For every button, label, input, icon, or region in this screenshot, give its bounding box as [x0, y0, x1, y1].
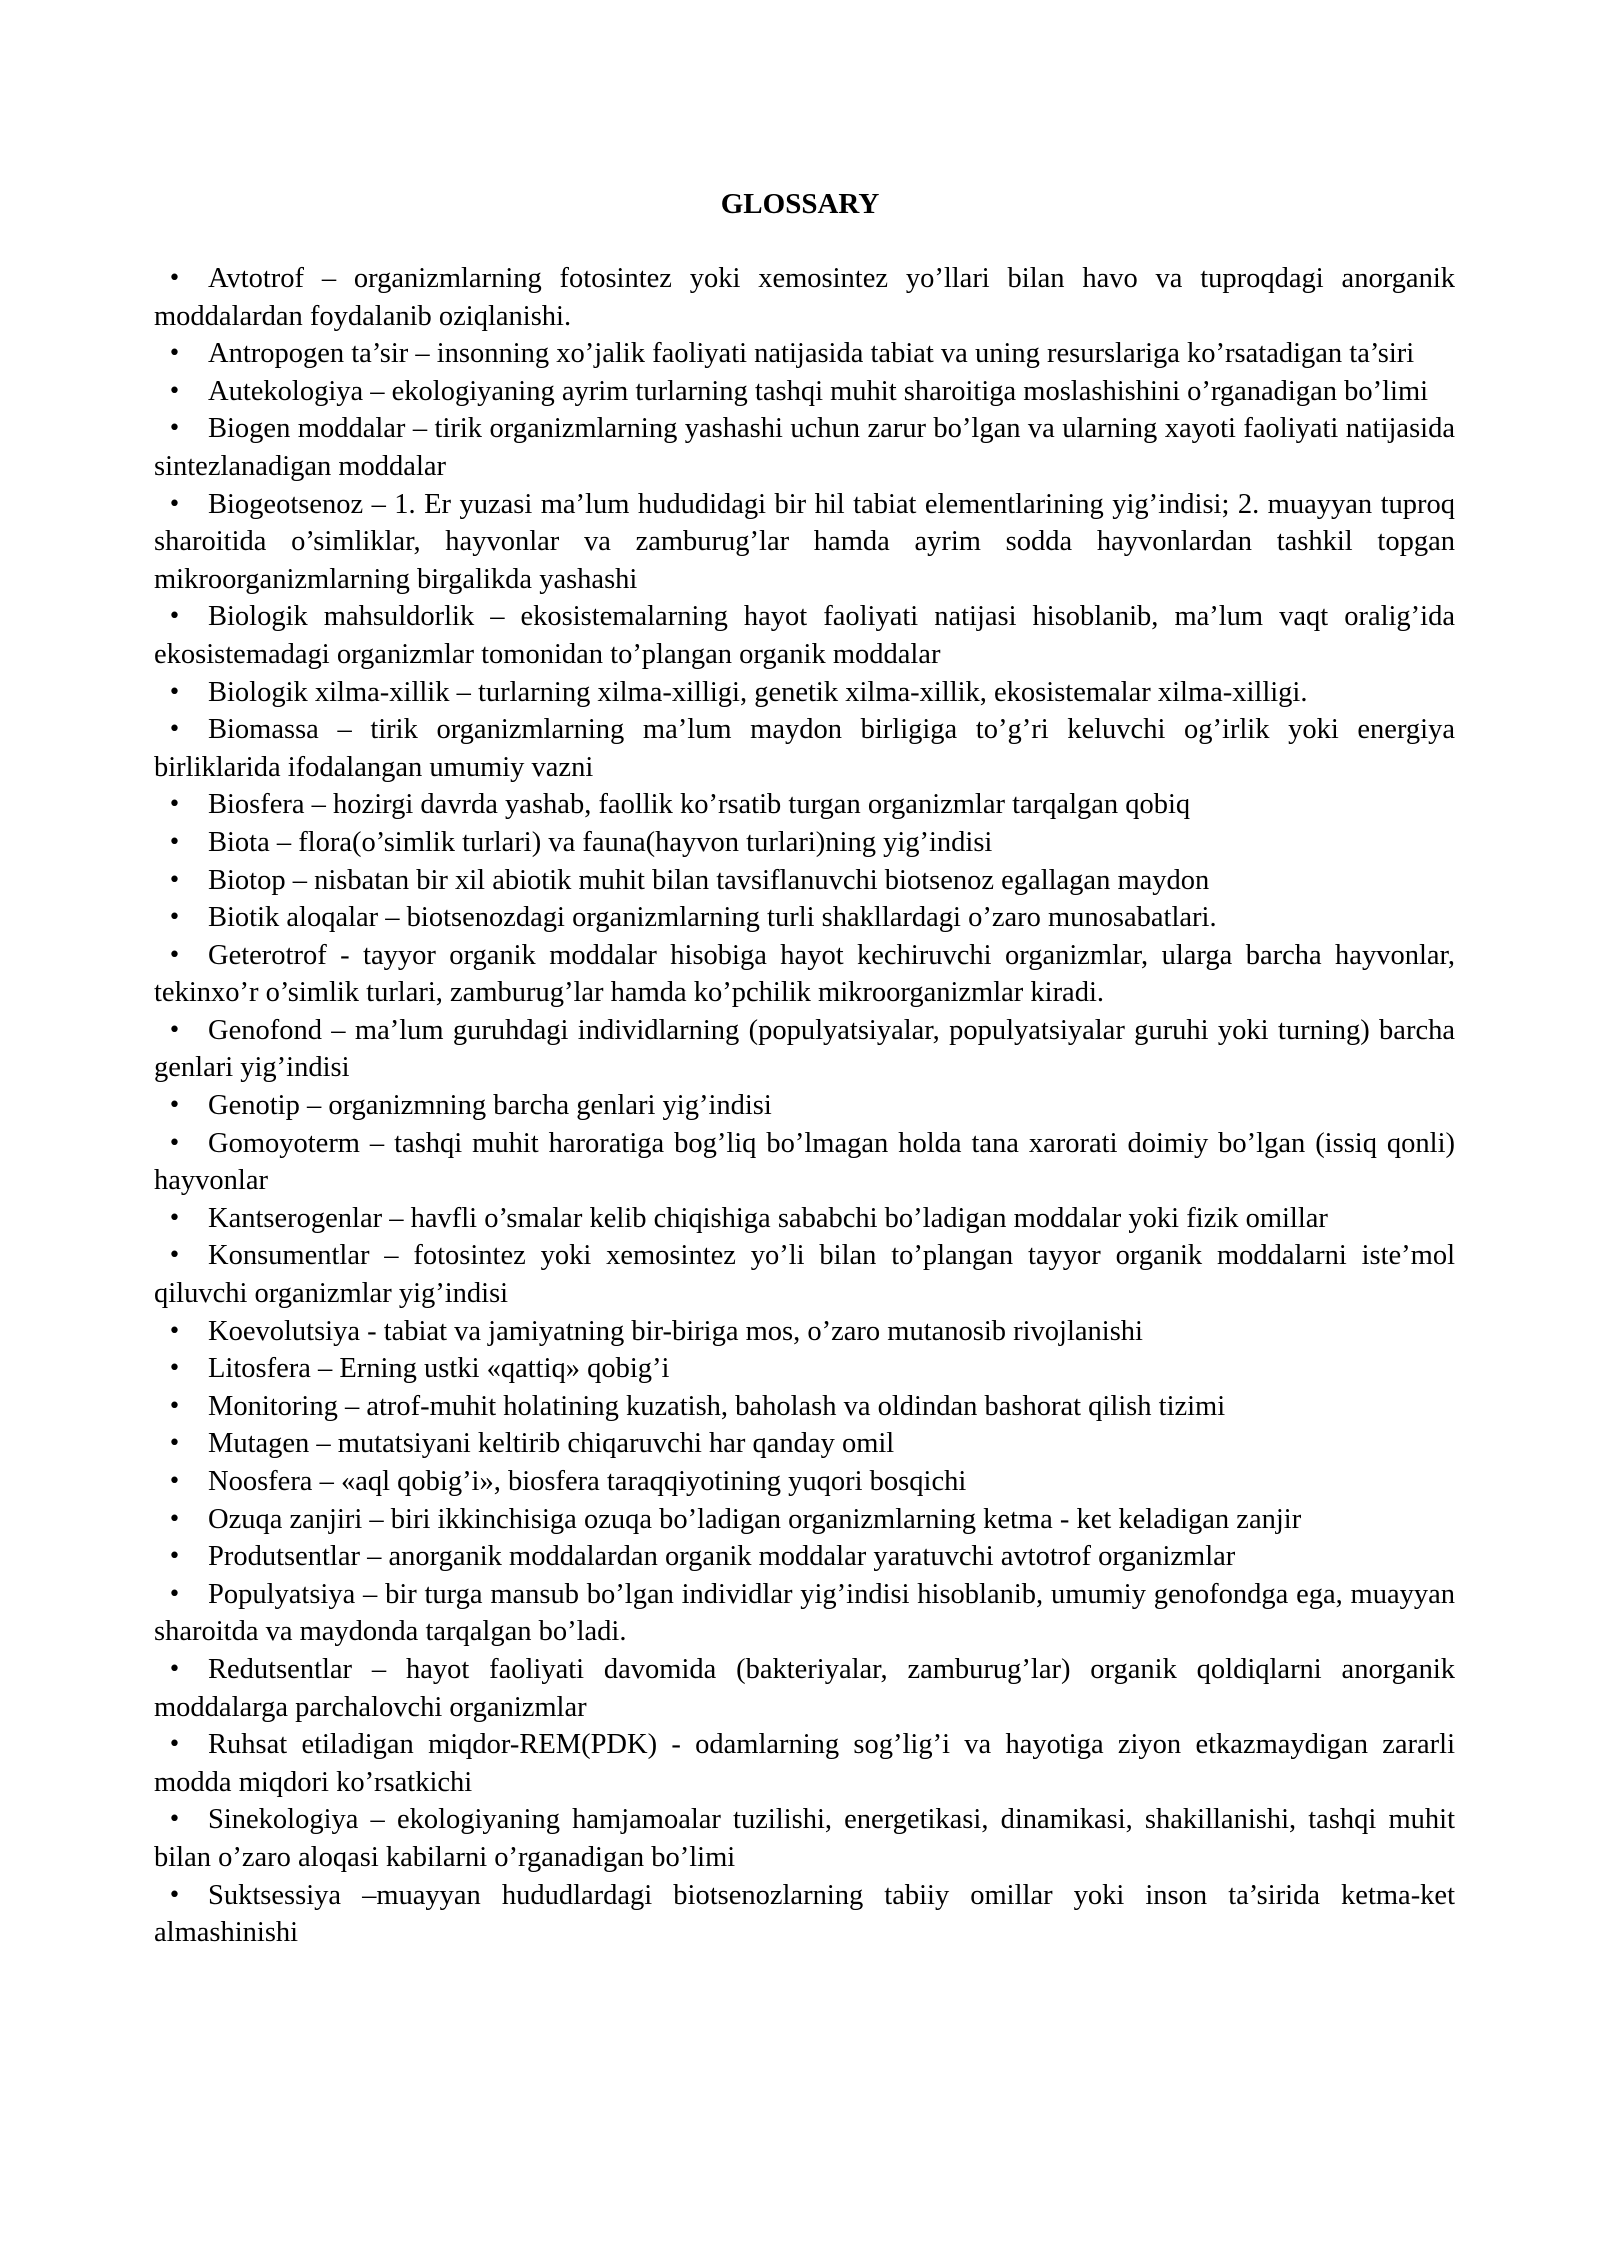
glossary-entry — [154, 1651, 1455, 1726]
bullet-icon: • — [168, 604, 181, 630]
bullet-icon: • — [168, 717, 181, 743]
glossary-entry — [154, 1087, 1455, 1125]
bullet-icon: • — [168, 1732, 181, 1758]
glossary-entry-text: Produtsentlar – anorganik moddalardan organik moddalar yaratuvchi avtotrof organizmlar — [208, 1541, 1236, 1573]
bullet-icon: • — [168, 1243, 181, 1269]
glossary-entry-text: Redutsentlar – hayot faoliyati davomida (bakteriyalar, zamburug’lar) organik qoldiqlarni anorganik moddalarga parchalovchi organizmlar — [154, 1653, 1455, 1723]
glossary-entry — [154, 373, 1455, 411]
glossary-list — [154, 260, 1455, 1952]
bullet-icon: • — [168, 378, 181, 404]
bullet-icon: • — [168, 1581, 181, 1607]
bullet-icon: • — [168, 341, 181, 367]
bullet-icon: • — [168, 1882, 181, 1908]
glossary-entry — [154, 674, 1455, 712]
glossary-entry — [154, 899, 1455, 937]
glossary-entry — [154, 335, 1455, 373]
page-title: GLOSSARY — [720, 188, 880, 220]
bullet-icon: • — [168, 1431, 181, 1457]
glossary-entry — [154, 598, 1455, 673]
bullet-icon: • — [168, 416, 181, 442]
glossary-entry-text: Biotik aloqalar – biotsenozdagi organizmlarning turli shakllardagi o’zaro munosabatlari. — [208, 902, 1217, 934]
glossary-entry-text: Suktsessiya –muayyan hududlardagi biotsenozlarning tabiiy omillar yoki inson ta’sirida ketma-ket almashinishi — [154, 1879, 1455, 1949]
glossary-entry-text: Ozuqa zanjiri – biri ikkinchisiga ozuqa bo’ladigan organizmlarning ketma - ket keladigan zanjir — [208, 1503, 1302, 1535]
glossary-entry-text: Biogen moddalar – tirik organizmlarning yashashi uchun zarur bo’lgan va ularning xayoti faoliyati natijasida sintezlanadigan moddalar — [154, 413, 1455, 482]
glossary-entry-text: Koevolutsiya - tabiat va jamiyatning bir-biriga mos, o’zaro mutanosib rivojlanishi — [208, 1315, 1143, 1347]
glossary-entry-text: Konsumentlar – fotosintez yoki xemosintez yo’li bilan to’plangan tayyor organik moddalarni iste’mol qiluvchi organizmlar yig’indisi — [154, 1240, 1455, 1310]
glossary-entry-text: Biotop – nisbatan bir xil abiotik muhit bilan tavsiflanuvchi biotsenoz egallagan maydon — [208, 864, 1210, 896]
glossary-entry-text: Kantserogenlar – havfli o’smalar kelib chiqishiga sababchi bo’ladigan moddalar yoki fizik omillar — [208, 1202, 1328, 1234]
glossary-entry — [154, 1313, 1455, 1351]
glossary-entry — [154, 786, 1455, 824]
glossary-entry-text: Biomassa – tirik organizmlarning ma’lum maydon birligiga to’g’ri keluvchi og’irlik yoki energiya birliklarida ifodalangan umumiy vazni — [154, 714, 1455, 783]
glossary-entry-text: Monitoring – atrof-muhit holatining kuzatish, baholash va oldindan bashorat qilish tizimi — [208, 1390, 1226, 1422]
bullet-icon: • — [168, 491, 181, 517]
glossary-entry — [154, 1388, 1455, 1426]
glossary-entry-text: Ruhsat etiladigan miqdor-REM(PDK) - odamlarning sog’lig’i va hayotiga ziyon etkazmaydigan zararli modda miqdori ko’rsatkichi — [154, 1729, 1455, 1798]
glossary-entry-text: Avtotrof – organizmlarning fotosintez yoki xemosintez yo’llari bilan havo va tuproqdagi anorganik moddalardan foydalanib oziqlanishi. — [154, 263, 1455, 332]
bullet-icon: • — [168, 1130, 181, 1156]
glossary-entry — [154, 937, 1455, 1012]
glossary-entry — [154, 1576, 1455, 1651]
glossary-entry-text: Biologik xilma-xillik – turlarning xilma-xilligi, genetik xilma-xillik, ekosistemalar xilma-xilligi. — [208, 676, 1308, 708]
bullet-icon: • — [168, 1469, 181, 1494]
glossary-entry — [154, 1237, 1455, 1312]
glossary-entry — [154, 1726, 1455, 1801]
bullet-icon: • — [168, 1544, 181, 1570]
glossary-entry-text: Autekologiya – ekologiyaning ayrim turlarning tashqi muhit sharoitiga moslashishini o’rganadigan bo’limi — [208, 375, 1429, 407]
glossary-entry — [154, 1200, 1455, 1238]
bullet-icon: • — [168, 1205, 181, 1231]
glossary-entry-text: Genotip – organizmning barcha genlari yig’indisi — [208, 1090, 772, 1122]
bullet-icon: • — [168, 1356, 181, 1382]
bullet-icon: • — [168, 1807, 181, 1833]
bullet-icon: • — [168, 1318, 181, 1344]
glossary-entry-text: Populyatsiya – bir turga mansub bo’lgan individlar yig’indisi hisoblanib, umumiy genofondga ega, muayyan sharoitda va maydonda tarqalgan bo’ladi. — [154, 1578, 1455, 1648]
glossary-entry — [154, 260, 1455, 335]
glossary-entry — [154, 1501, 1455, 1539]
glossary-entry-text: Genofond – ma’lum guruhdagi individlarning (populyatsiyalar, populyatsiyalar guruhi yoki turning) barcha genlari yig’indisi — [154, 1014, 1455, 1084]
glossary-entry-text: Sinekologiya – ekologiyaning hamjamoalar tuzilishi, energetikasi, dinamikasi, shakillanishi, tashqi muhit bilan o’zaro aloqasi kabilarni o’rganadigan bo’limi — [154, 1804, 1455, 1873]
glossary-entry — [154, 486, 1455, 599]
bullet-icon: • — [168, 1017, 181, 1043]
glossary-entry-text: Antropogen ta’sir – insonning xo’jalik faoliyati natijasida tabiat va uning resurslariga ko’rsatadigan ta’siri — [208, 338, 1415, 370]
glossary-entry — [154, 410, 1455, 485]
bullet-icon: • — [168, 792, 181, 818]
glossary-entry-text: Gomoyoterm – tashqi muhit haroratiga bog’liq bo’lmagan holda tana xarorati doimiy bo’lgan (issiq qonli) hayvonlar — [154, 1127, 1455, 1197]
bullet-icon: • — [168, 1093, 181, 1119]
glossary-entry — [154, 1350, 1455, 1388]
bullet-icon: • — [168, 1393, 181, 1419]
bullet-icon: • — [168, 1506, 181, 1532]
bullet-icon: • — [168, 679, 181, 705]
bullet-icon: • — [168, 829, 181, 855]
bullet-icon: • — [168, 1656, 181, 1682]
glossary-entry-text: Biogeotsenoz – 1. Er yuzasi ma’lum hududidagi bir hil tabiat elementlarining yig’indisi; 2. muayyan tuproq sharoitida o’simliklar, hayvonlar va zamburug’lar hamda ayrim sodda hayvonlardan tashkil topgan mikroorganizmlarning birgalikda yashashi — [154, 488, 1455, 595]
glossary-entry-text: Biosfera – hozirgi davrda yashab, faollik ko’rsatib turgan organizmlar tarqalgan qobiq — [208, 789, 1191, 821]
bullet-icon: • — [168, 266, 181, 291]
glossary-entry — [154, 1012, 1455, 1087]
glossary-entry — [154, 862, 1455, 900]
glossary-entry — [154, 824, 1455, 862]
bullet-icon: • — [168, 867, 181, 893]
glossary-entry — [154, 1125, 1455, 1200]
glossary-entry-text: Biologik mahsuldorlik – ekosistemalarning hayot faoliyati natijasi hisoblanib, ma’lum vaqt oralig’ida ekosistemadagi organizmlar tomonidan to’plangan organik moddalar — [154, 601, 1455, 670]
glossary-entry-text: Mutagen – mutatsiyani keltirib chiqaruvchi har qanday omil — [208, 1428, 895, 1460]
glossary-entry-text: Geterotrof - tayyor organik moddalar hisobiga hayot kechiruvchi organizmlar, ularga barcha hayvonlar, tekinxo’r o’simlik turlari, zamburug’lar hamda ko’pchilik mikroorganizmlar kiradi. — [154, 939, 1455, 1009]
glossary-entry-text: Litosfera – Erning ustki «qattiq» qobig’i — [208, 1353, 670, 1385]
glossary-entry — [154, 1425, 1455, 1463]
glossary-entry — [154, 1463, 1455, 1501]
glossary-entry — [154, 711, 1455, 786]
glossary-entry — [154, 1877, 1455, 1952]
glossary-entry-text: Noosfera – «aql qobig’i», biosfera taraqqiyotining yuqori bosqichi — [208, 1466, 967, 1497]
glossary-entry — [154, 1801, 1455, 1876]
bullet-icon: • — [168, 942, 181, 968]
glossary-entry — [154, 1538, 1455, 1576]
bullet-icon: • — [168, 905, 181, 931]
glossary-entry-text: Biota – flora(o’simlik turlari) va fauna(hayvon turlari)ning yig’indisi — [208, 826, 993, 858]
